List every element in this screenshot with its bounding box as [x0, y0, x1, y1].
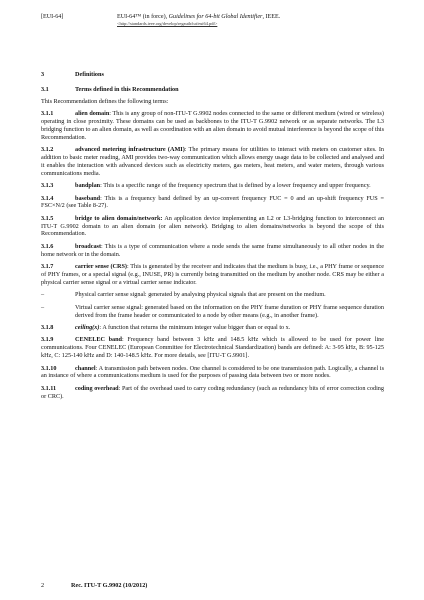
definition-number: 3.1.4 — [41, 194, 54, 202]
definition-paragraph — [41, 182, 384, 190]
definition-text: : Part of the overhead used to carry coding redundancy (such as redundancy bits of error correction coding or CRC). — [41, 384, 384, 400]
reference-url-link[interactable]: <http://standards.ieee.org/develop/regauth/tut/eui64.pdf> — [117, 21, 218, 26]
defined-term: advanced metering infrastructure (AMI) — [75, 146, 185, 154]
recommendation-id: Rec. ITU-T G.9902 (10/2012) — [71, 582, 148, 589]
defined-term: channel — [75, 364, 96, 372]
definition-paragraph — [41, 263, 384, 287]
page-footer — [41, 582, 147, 590]
page-number: 2 — [41, 582, 45, 589]
definition-text: : Frequency band between 3 kHz and 148.5 kHz which is allowed to be used for power line communications. Four CENELEC (European Committee for Electrotechnical Standardization) bands are defined: A: 3-95 kHz, B: 95-125 kHz, C: 125-140 kHz and D: 140-148.5 kHz. For more details, see [ITU-T G.9901]. — [41, 336, 384, 360]
reference-entry — [41, 13, 384, 26]
definition-text: : A function that returns the minimum integer value bigger than or equal to x. — [99, 324, 291, 332]
defined-term: CENELEC band — [75, 336, 122, 344]
section-heading — [41, 71, 384, 79]
definition-text: : A transmission path between nodes. One channel is considered to be one transmission path. Logically, a channel is an instance of where a communications medium is used for the purposes of passing data between two or more nodes. — [41, 364, 384, 380]
definition-number: 3.1.8 — [41, 324, 54, 332]
definition-text: : This is a specific range of the frequency spectrum that is defined by a lower frequency and upper frequency. — [100, 182, 371, 190]
definition-text: : This is generated by the receiver and indicates that the medium is busy, i.e., a PHY frame or sequence of PHY frames, or a special signal (e.g., INUSE, PR) is currently being transmitted on the medium by another node. CRS may be either a physical carrier sense signal or a virtual carrier sense indicator. — [41, 263, 384, 286]
definition-number: 3.1.2 — [41, 146, 54, 154]
definitions-list-b — [41, 324, 384, 401]
defined-term: bandplan — [75, 182, 101, 190]
intro-paragraph: This Recommendation defines the following terms: — [41, 97, 169, 105]
reference-title: Guidelines for 64-bit Global Identifier — [168, 14, 263, 20]
definition-paragraph — [41, 195, 384, 211]
definition-text: : This is a type of communication where a node sends the same frame simultaneously to all other nodes in the home network or in the domain. — [41, 242, 384, 258]
carrier-sense-types-list — [41, 291, 384, 319]
definition-number: 3.1.1 — [41, 110, 54, 118]
dash-item-text: Physical carrier sense signal: generated by analysing physical signals that are present on the medium. — [75, 291, 326, 299]
definition-number: 3.1.10 — [41, 364, 57, 372]
subsection-title: Terms defined in this Recommendation — [75, 85, 179, 93]
definition-paragraph — [41, 215, 384, 239]
dash-bullet: – — [41, 291, 45, 299]
definition-number: 3.1.7 — [41, 263, 54, 271]
definition-number: 3.1.11 — [41, 384, 57, 392]
definition-paragraph — [41, 324, 384, 332]
definition-number: 3.1.5 — [41, 214, 54, 222]
reference-text — [117, 13, 384, 21]
dash-bullet: – — [41, 303, 45, 311]
dash-list-item — [41, 304, 384, 320]
definition-paragraph — [41, 110, 384, 141]
defined-term: broadcast — [75, 242, 102, 250]
subsection-heading — [41, 86, 384, 94]
definition-number: 3.1.9 — [41, 336, 54, 344]
definition-paragraph — [41, 146, 384, 177]
dash-item-text: Virtual carrier sense signal: generated based on the information on the PHY frame duration or PHY frame sequence duration derived from the frame header or communicated to a node by other means (e.g., in another frame). — [75, 303, 384, 319]
definition-paragraph — [41, 243, 384, 259]
reference-prefix: EUI-64™ (in force), — [117, 14, 169, 20]
definition-paragraph — [41, 336, 384, 360]
definition-text: : The primary means for utilities to interact with meters on customer sites. In addition to basic meter reading, AMI provides two-way communication which allows energy usage data to be collected and analysed and it enables the interaction with advanced devices such as electricity meters, gas meters, heat meters, and water meters, through various communications media. — [41, 146, 384, 177]
defined-term: ceiling(x) — [75, 324, 100, 332]
section-number: 3 — [41, 71, 45, 78]
defined-term: carrier sense (CRS) — [75, 263, 127, 271]
section-title: Definitions — [75, 71, 104, 78]
defined-term: alien domain — [75, 110, 110, 118]
definition-number: 3.1.3 — [41, 182, 54, 190]
definition-paragraph — [41, 385, 384, 401]
defined-term: coding overhead — [75, 384, 119, 392]
subsection-number: 3.1 — [41, 85, 49, 93]
reference-key: [EUI-64] — [41, 14, 64, 20]
defined-term: baseband — [75, 194, 101, 202]
defined-term: bridge to alien domain/network: — [75, 214, 163, 222]
dash-list-item — [41, 291, 384, 299]
definition-text: : This is any group of non-ITU-T G.9902 nodes connected to the same or different medium (wired or wireless) operating in close proximity. These domains can be used as backbones to the ITU-T G.9902 network or as separate networks. The L3 bridging function to an alien domain, as well as coordination with an alien domain to avoid mutual interference is beyond the scope of this Recommendation. — [41, 110, 384, 141]
definition-number: 3.1.6 — [41, 242, 54, 250]
definition-text: : This is a frequency band defined by an up-convert frequency FUC = 0 and an up-shift frequency FUS = FSC×N/2 (see Table 8-27). — [41, 194, 384, 210]
reference-suffix: , IEEE. — [262, 14, 281, 20]
definitions-list-a — [41, 110, 384, 287]
definition-paragraph — [41, 365, 384, 381]
definition-text: An application device implementing an L2 or L3-bridging function to interconnect an ITU-T G.9902 domain to an alien domain (or alien network). Bridging to alien domains/networks is beyond the scope of this Recommendation. — [41, 214, 384, 238]
document-body — [41, 71, 384, 405]
